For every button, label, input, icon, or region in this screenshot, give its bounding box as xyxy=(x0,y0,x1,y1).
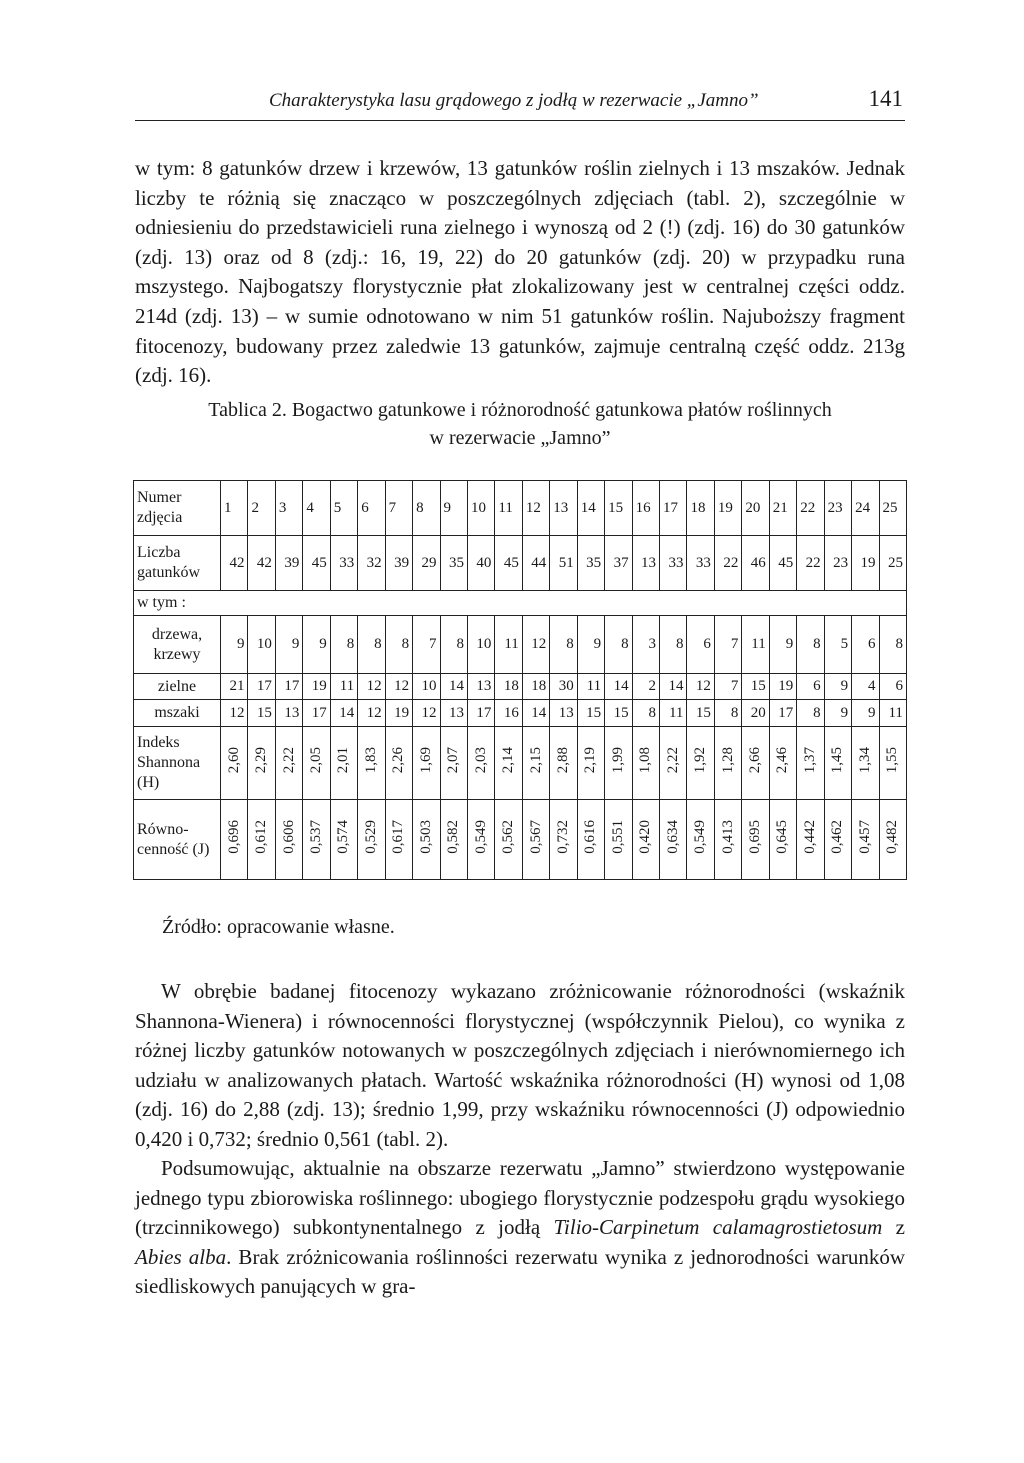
cell-shannon xyxy=(550,727,577,800)
cell-liczba: 40 xyxy=(467,536,494,591)
cell-liczba: 51 xyxy=(550,536,577,591)
cell-rownocennosc xyxy=(605,800,632,880)
label-drzewa-krzewy: drzewa, krzewy xyxy=(134,616,221,674)
cell-drzewa: 9 xyxy=(303,616,330,674)
cell-rownocennosc-text: 0,503 xyxy=(417,820,434,854)
cell-shannon xyxy=(714,727,741,800)
cell-liczba: 22 xyxy=(797,536,824,591)
cell-shannon xyxy=(385,727,412,800)
label-mszaki: mszaki xyxy=(134,700,221,727)
cell-zielne: 14 xyxy=(660,674,687,700)
cell-numer: 16 xyxy=(632,481,659,536)
cell-shannon-text: 2,05 xyxy=(308,747,325,774)
cell-shannon-text: 1,69 xyxy=(417,747,434,774)
cell-shannon-text: 2,14 xyxy=(500,747,517,774)
cell-rownocennosc-text: 0,551 xyxy=(609,820,626,854)
cell-liczba: 19 xyxy=(852,536,879,591)
cell-shannon-text: 2,01 xyxy=(335,747,352,774)
cell-liczba: 45 xyxy=(495,536,522,591)
cell-shannon-text: 2,66 xyxy=(747,747,764,774)
cell-rownocennosc xyxy=(550,800,577,880)
cell-drzewa: 11 xyxy=(495,616,522,674)
cell-numer: 1 xyxy=(221,481,248,536)
cell-shannon xyxy=(495,727,522,800)
cell-shannon xyxy=(248,727,275,800)
cell-drzewa: 12 xyxy=(522,616,549,674)
cell-mszaki: 16 xyxy=(495,700,522,727)
cell-mszaki: 12 xyxy=(358,700,385,727)
cell-rownocennosc-text: 0,616 xyxy=(582,820,599,854)
cell-numer: 6 xyxy=(358,481,385,536)
cell-shannon xyxy=(303,727,330,800)
cell-rownocennosc xyxy=(797,800,824,880)
cell-numer: 5 xyxy=(330,481,357,536)
cell-shannon-text: 1,55 xyxy=(884,747,901,774)
cell-rownocennosc xyxy=(330,800,357,880)
cell-zielne: 11 xyxy=(577,674,604,700)
cell-liczba: 45 xyxy=(303,536,330,591)
cell-shannon-text: 2,60 xyxy=(225,747,242,774)
cell-rownocennosc-text: 0,549 xyxy=(692,820,709,854)
cell-rownocennosc-text: 0,606 xyxy=(280,820,297,854)
species-richness-table xyxy=(133,480,907,880)
cell-shannon xyxy=(687,727,714,800)
cell-drzewa: 9 xyxy=(221,616,248,674)
cell-numer: 4 xyxy=(303,481,330,536)
cell-liczba: 35 xyxy=(577,536,604,591)
cell-numer: 13 xyxy=(550,481,577,536)
cell-rownocennosc xyxy=(577,800,604,880)
cell-rownocennosc xyxy=(440,800,467,880)
table-caption xyxy=(135,396,905,452)
summary-text-3: . Brak zróżnicowania roślinności rezerwatu wynika z jednorodności warunków siedliskowych panujących w gra- xyxy=(135,1244,905,1299)
cell-shannon xyxy=(632,727,659,800)
cell-mszaki: 8 xyxy=(714,700,741,727)
cell-rownocennosc xyxy=(522,800,549,880)
cell-rownocennosc xyxy=(303,800,330,880)
cell-drzewa: 5 xyxy=(824,616,851,674)
cell-drzewa: 8 xyxy=(440,616,467,674)
cell-rownocennosc-text: 0,529 xyxy=(362,820,379,854)
cell-mszaki: 15 xyxy=(687,700,714,727)
table-row-drzewa xyxy=(134,616,907,674)
cell-zielne: 19 xyxy=(769,674,796,700)
cell-rownocennosc-text: 0,462 xyxy=(829,820,846,854)
cell-mszaki: 9 xyxy=(852,700,879,727)
cell-mszaki: 12 xyxy=(221,700,248,727)
cell-mszaki: 14 xyxy=(522,700,549,727)
cell-numer: 17 xyxy=(660,481,687,536)
cell-drzewa: 7 xyxy=(714,616,741,674)
summary-taxon-2: Abies alba xyxy=(135,1244,227,1269)
table-source-note: Źródło: opracowanie własne. xyxy=(162,916,395,938)
cell-mszaki: 11 xyxy=(660,700,687,727)
cell-zielne: 18 xyxy=(522,674,549,700)
cell-mszaki: 11 xyxy=(879,700,906,727)
summary-text-2: z xyxy=(882,1215,906,1240)
cell-shannon-text: 1,92 xyxy=(692,747,709,774)
cell-shannon-text: 2,22 xyxy=(664,747,681,774)
cell-rownocennosc xyxy=(660,800,687,880)
cell-rownocennosc xyxy=(769,800,796,880)
cell-drzewa: 10 xyxy=(467,616,494,674)
cell-liczba: 25 xyxy=(879,536,906,591)
cell-zielne: 14 xyxy=(440,674,467,700)
cell-mszaki: 17 xyxy=(769,700,796,727)
cell-mszaki: 15 xyxy=(577,700,604,727)
cell-shannon-text: 2,88 xyxy=(554,747,571,774)
cell-numer: 19 xyxy=(714,481,741,536)
cell-liczba: 13 xyxy=(632,536,659,591)
cell-mszaki: 13 xyxy=(440,700,467,727)
cell-rownocennosc-text: 0,617 xyxy=(390,820,407,854)
cell-shannon-text: 2,46 xyxy=(774,747,791,774)
label-rownocennosc: Równo-cenność (J) xyxy=(134,800,221,880)
cell-drzewa: 6 xyxy=(852,616,879,674)
cell-rownocennosc xyxy=(852,800,879,880)
cell-zielne: 12 xyxy=(385,674,412,700)
cell-shannon xyxy=(467,727,494,800)
cell-zielne: 21 xyxy=(221,674,248,700)
cell-zielne: 7 xyxy=(714,674,741,700)
cell-drzewa: 8 xyxy=(660,616,687,674)
cell-liczba: 42 xyxy=(248,536,275,591)
cell-rownocennosc xyxy=(413,800,440,880)
cell-shannon xyxy=(413,727,440,800)
cell-rownocennosc-text: 0,567 xyxy=(527,820,544,854)
cell-rownocennosc-text: 0,732 xyxy=(554,820,571,854)
cell-shannon xyxy=(879,727,906,800)
cell-liczba: 33 xyxy=(687,536,714,591)
cell-rownocennosc-text: 0,574 xyxy=(335,820,352,854)
table-row-rownocennosc xyxy=(134,800,907,880)
cell-drzewa: 8 xyxy=(358,616,385,674)
cell-zielne: 18 xyxy=(495,674,522,700)
cell-numer: 22 xyxy=(797,481,824,536)
cell-mszaki: 20 xyxy=(742,700,769,727)
label-liczba-gatunkow: Liczba gatunków xyxy=(134,536,221,591)
table-row-zielne xyxy=(134,674,907,700)
cell-rownocennosc-text: 0,420 xyxy=(637,820,654,854)
cell-shannon-text: 1,99 xyxy=(609,747,626,774)
cell-rownocennosc xyxy=(467,800,494,880)
cell-rownocennosc xyxy=(687,800,714,880)
cell-rownocennosc xyxy=(742,800,769,880)
cell-zielne: 19 xyxy=(303,674,330,700)
cell-shannon xyxy=(522,727,549,800)
paragraph-summary xyxy=(135,1154,905,1302)
cell-mszaki: 8 xyxy=(797,700,824,727)
cell-drzewa: 9 xyxy=(769,616,796,674)
table-row-liczba xyxy=(134,536,907,591)
cell-drzewa: 7 xyxy=(413,616,440,674)
cell-shannon-text: 2,03 xyxy=(472,747,489,774)
cell-liczba: 23 xyxy=(824,536,851,591)
cell-shannon xyxy=(605,727,632,800)
cell-zielne: 11 xyxy=(330,674,357,700)
cell-mszaki: 13 xyxy=(550,700,577,727)
label-zielne: zielne xyxy=(134,674,221,700)
cell-mszaki: 8 xyxy=(632,700,659,727)
cell-liczba: 29 xyxy=(413,536,440,591)
cell-rownocennosc xyxy=(824,800,851,880)
table-caption-line1: Tablica 2. Bogactwo gatunkowe i różnorodność gatunkowa płatów roślinnych xyxy=(208,399,832,421)
cell-mszaki: 9 xyxy=(824,700,851,727)
cell-numer: 12 xyxy=(522,481,549,536)
cell-rownocennosc-text: 0,549 xyxy=(472,820,489,854)
cell-zielne: 13 xyxy=(467,674,494,700)
cell-rownocennosc-text: 0,582 xyxy=(445,820,462,854)
cell-shannon xyxy=(769,727,796,800)
cell-rownocennosc xyxy=(879,800,906,880)
summary-text-1: Podsumowując, aktualnie na obszarze rezerwatu „Jamno” stwierdzono występowanie jednego typu zbiorowiska roślinnego: ubogiego florystycznie podzespołu grądu wysokiego (trzcinnikowego) subkontynentalnego z jodłą xyxy=(135,1156,905,1240)
cell-numer: 18 xyxy=(687,481,714,536)
cell-rownocennosc xyxy=(385,800,412,880)
cell-mszaki: 13 xyxy=(275,700,302,727)
cell-shannon-text: 1,08 xyxy=(637,747,654,774)
cell-zielne: 14 xyxy=(605,674,632,700)
label-indeks-shannona: Indeks Shannona (H) xyxy=(134,727,221,800)
cell-rownocennosc-text: 0,562 xyxy=(500,820,517,854)
cell-shannon-text: 1,34 xyxy=(856,747,873,774)
table-row-shannon xyxy=(134,727,907,800)
summary-taxon-1: Tilio-Carpinetum calamagrostietosum xyxy=(553,1215,883,1240)
cell-numer: 10 xyxy=(467,481,494,536)
cell-shannon xyxy=(577,727,604,800)
cell-shannon-text: 2,19 xyxy=(582,747,599,774)
cell-drzewa: 8 xyxy=(879,616,906,674)
page-number: 141 xyxy=(868,86,903,111)
cell-shannon-text: 1,83 xyxy=(362,747,379,774)
cell-rownocennosc xyxy=(221,800,248,880)
cell-mszaki: 15 xyxy=(248,700,275,727)
cell-shannon xyxy=(824,727,851,800)
cell-drzewa: 6 xyxy=(687,616,714,674)
cell-shannon-text: 2,26 xyxy=(390,747,407,774)
running-title: Charakterystyka lasu grądowego z jodłą w rezerwacie „Jamno” xyxy=(269,90,759,111)
cell-numer: 11 xyxy=(495,481,522,536)
paragraph-diversity: W obrębie badanej fitocenozy wykazano zróżnicowanie różnorodności (wskaźnik Shannona-Wienera) i równocenności florystycznej (współczynnik Pielou), co wynika z różnej liczby gatunków notowanych w poszczególnych zdjęciach i nierównomiernego ich udziału w analizowanych płatach. Wartość wskaźnika różnorodności (H) wynosi od 1,08 (zdj. 16) do 2,88 (zdj. 13); średnio 1,99, przy wskaźniku równocenności (J) odpowiednio 0,420 i 0,732; średnio 0,561 (tabl. 2). xyxy=(135,979,905,1151)
cell-shannon xyxy=(742,727,769,800)
cell-zielne: 17 xyxy=(275,674,302,700)
cell-numer: 24 xyxy=(852,481,879,536)
cell-liczba: 39 xyxy=(275,536,302,591)
cell-numer: 2 xyxy=(248,481,275,536)
running-header xyxy=(135,84,905,121)
cell-shannon-text: 2,07 xyxy=(445,747,462,774)
cell-rownocennosc-text: 0,482 xyxy=(884,820,901,854)
cell-drzewa: 8 xyxy=(797,616,824,674)
table-row-numer xyxy=(134,481,907,536)
cell-numer: 23 xyxy=(824,481,851,536)
cell-shannon-text: 1,45 xyxy=(829,747,846,774)
cell-numer: 14 xyxy=(577,481,604,536)
cell-zielne: 9 xyxy=(824,674,851,700)
cell-mszaki: 19 xyxy=(385,700,412,727)
cell-zielne: 10 xyxy=(413,674,440,700)
cell-drzewa: 11 xyxy=(742,616,769,674)
label-numer-zdjecia: Numer zdjęcia xyxy=(134,481,221,536)
cell-drzewa: 8 xyxy=(605,616,632,674)
table-row-w-tym xyxy=(134,591,907,616)
paragraph-species-counts: w tym: 8 gatunków drzew i krzewów, 13 gatunków roślin zielnych i 13 mszaków. Jednak liczby te różnią się znacząco w poszczególnych zdjęciach (tabl. 2), szczególnie w odniesieniu do przedstawicieli runa zielnego i wynoszą od 2 (!) (zdj. 16) do 30 gatunków (zdj. 13) oraz od 8 (zdj.: 16, 19, 22) do 20 gatunków (zdj. 20) w przypadku runa mszystego. Najbogatszy florystycznie płat zlokalizowany jest w centralnej części oddz. 214d (zdj. 13) – w sumie odnotowano w nim 51 gatunków roślin. Najuboższy fragment fitocenozy, budowany przez zaledwie 13 gatunków, zajmuje centralną część oddz. 213g (zdj. 16). xyxy=(135,156,905,388)
cell-mszaki: 17 xyxy=(303,700,330,727)
cell-shannon xyxy=(275,727,302,800)
cell-zielne: 15 xyxy=(742,674,769,700)
cell-shannon xyxy=(797,727,824,800)
cell-drzewa: 8 xyxy=(330,616,357,674)
cell-zielne: 12 xyxy=(358,674,385,700)
cell-rownocennosc xyxy=(714,800,741,880)
cell-zielne: 6 xyxy=(879,674,906,700)
cell-drzewa: 9 xyxy=(275,616,302,674)
cell-rownocennosc-text: 0,634 xyxy=(664,820,681,854)
cell-zielne: 2 xyxy=(632,674,659,700)
cell-mszaki: 14 xyxy=(330,700,357,727)
cell-rownocennosc-text: 0,442 xyxy=(801,820,818,854)
cell-zielne: 12 xyxy=(687,674,714,700)
cell-numer: 15 xyxy=(605,481,632,536)
cell-liczba: 39 xyxy=(385,536,412,591)
cell-shannon-text: 2,29 xyxy=(253,747,270,774)
cell-liczba: 37 xyxy=(605,536,632,591)
cell-rownocennosc xyxy=(632,800,659,880)
cell-numer: 25 xyxy=(879,481,906,536)
cell-liczba: 42 xyxy=(221,536,248,591)
table-caption-line2: w rezerwacie „Jamno” xyxy=(429,427,611,449)
cell-rownocennosc xyxy=(495,800,522,880)
cell-rownocennosc-text: 0,612 xyxy=(253,820,270,854)
cell-numer: 8 xyxy=(413,481,440,536)
cell-numer: 7 xyxy=(385,481,412,536)
cell-zielne: 17 xyxy=(248,674,275,700)
cell-shannon-text: 2,22 xyxy=(280,747,297,774)
cell-liczba: 32 xyxy=(358,536,385,591)
cell-shannon-text: 1,28 xyxy=(719,747,736,774)
cell-liczba: 33 xyxy=(660,536,687,591)
cell-numer: 20 xyxy=(742,481,769,536)
cell-rownocennosc-text: 0,695 xyxy=(747,820,764,854)
cell-shannon xyxy=(330,727,357,800)
cell-rownocennosc xyxy=(358,800,385,880)
label-w-tym: w tym : xyxy=(134,591,907,616)
cell-rownocennosc-text: 0,413 xyxy=(719,820,736,854)
cell-liczba: 35 xyxy=(440,536,467,591)
cell-rownocennosc-text: 0,457 xyxy=(856,820,873,854)
cell-shannon xyxy=(221,727,248,800)
cell-mszaki: 15 xyxy=(605,700,632,727)
cell-zielne: 30 xyxy=(550,674,577,700)
cell-rownocennosc xyxy=(248,800,275,880)
cell-liczba: 46 xyxy=(742,536,769,591)
cell-drzewa: 9 xyxy=(577,616,604,674)
cell-shannon xyxy=(440,727,467,800)
cell-zielne: 4 xyxy=(852,674,879,700)
cell-drzewa: 8 xyxy=(385,616,412,674)
cell-numer: 9 xyxy=(440,481,467,536)
cell-mszaki: 12 xyxy=(413,700,440,727)
cell-shannon-text: 1,37 xyxy=(801,747,818,774)
cell-rownocennosc-text: 0,696 xyxy=(225,820,242,854)
cell-liczba: 22 xyxy=(714,536,741,591)
cell-rownocennosc-text: 0,645 xyxy=(774,820,791,854)
cell-shannon xyxy=(660,727,687,800)
cell-liczba: 33 xyxy=(330,536,357,591)
cell-zielne: 6 xyxy=(797,674,824,700)
cell-rownocennosc xyxy=(275,800,302,880)
cell-drzewa: 3 xyxy=(632,616,659,674)
cell-numer: 21 xyxy=(769,481,796,536)
cell-numer: 3 xyxy=(275,481,302,536)
cell-shannon-text: 2,15 xyxy=(527,747,544,774)
cell-shannon xyxy=(852,727,879,800)
table-row-mszaki xyxy=(134,700,907,727)
cell-liczba: 44 xyxy=(522,536,549,591)
cell-drzewa: 8 xyxy=(550,616,577,674)
cell-mszaki: 17 xyxy=(467,700,494,727)
cell-shannon xyxy=(358,727,385,800)
cell-rownocennosc-text: 0,537 xyxy=(308,820,325,854)
cell-liczba: 45 xyxy=(769,536,796,591)
cell-drzewa: 10 xyxy=(248,616,275,674)
